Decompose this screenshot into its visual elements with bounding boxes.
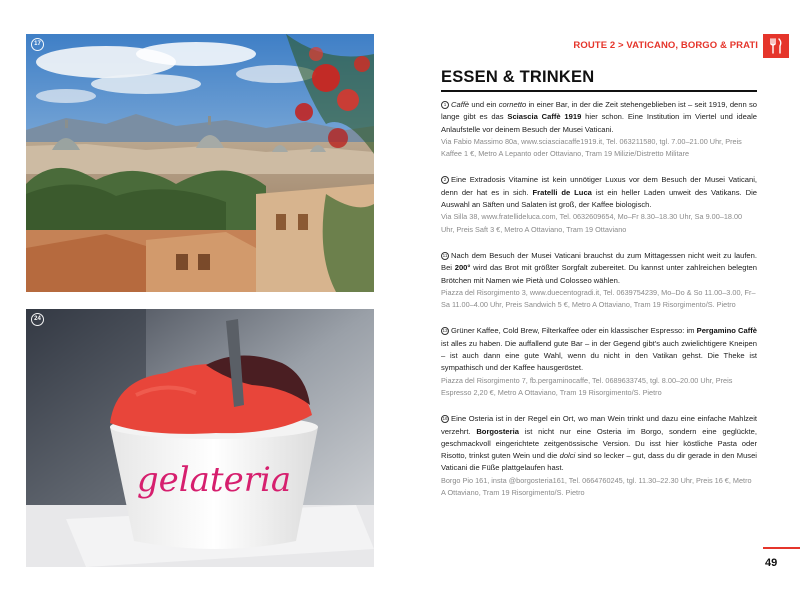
entry-200-gradi [441, 250, 757, 311]
text-run: Grüner Kaffee, Cold Brew, Filterkaffee oder ein klassischer Espresso: im [451, 326, 697, 336]
text-run: in einer Bar, in der die Zeit stehengeblieben ist – seit 1919, denn so lange gibt es das [441, 100, 758, 122]
entry-number: 13 [442, 328, 448, 334]
entry-info: Borgo Pio 161, insta @borgosteria161, Tel. 0664760245, tgl. 11.30–22.30 Uhr, Preis 16 €, Metro A Ottaviano, Tram 19 Risorgimento/S. Pietro [441, 475, 752, 498]
text-italic: dolci [559, 451, 576, 461]
venue-name: Pergamino Caffè [696, 326, 758, 336]
entries-list [441, 99, 757, 513]
entry-number: 16 [442, 416, 448, 422]
text-run: ist nicht nur eine Osteria im Borgo, sondern eine geglückte, geschmackvoll eingerichtete zeitgenössische Version. Du isst hier köstliche Pasta oder Risotto, trinkst guten Wein und die [441, 426, 757, 461]
cup-logo-text: gelateria [136, 460, 292, 500]
page-number-rule [763, 547, 800, 549]
entry-borgosteria [441, 413, 757, 499]
entry-number: 2 [441, 176, 449, 184]
entry-fratelli-de-luca [441, 174, 757, 235]
text-italic: cornetto [498, 100, 527, 109]
photo-number-badge: 17 [31, 38, 44, 51]
text-italic: Caffè [451, 100, 470, 109]
entry-text [441, 99, 757, 136]
rome-rooftops-image [26, 34, 374, 292]
entry-pergamino [441, 325, 757, 399]
text-run: ist ein heller Laden unweit des Vatikans. Die Auswahl an Säften und Salaten ist groß, der Kaffee biologisch. [441, 187, 757, 210]
entry-info: Via Fabio Massimo 80a, www.sciasciacaffe1919.it, Tel. 063211580, tgl. 7.00–21.00 Uhr, Preis Kaffee 1 €, Metro A Lepanto oder Ottaviano, Tram 19 Milizie/Distretto Militare [441, 136, 742, 159]
venue-name: Sciascia Caffè 1919 [507, 112, 582, 122]
text-run: Nach dem Besuch der Musei Vaticani brauchst du zum Mittagessen nicht weit zu laufen. Bei [441, 250, 757, 273]
entry-text [441, 413, 757, 474]
page-number: 49 [765, 557, 778, 569]
text-run: hier schon. Eine Institution im Viertel und ideale Anlaufstelle vor deinem Besuch der Musei Vaticani. [441, 112, 757, 134]
entry-number: 11 [442, 252, 448, 258]
fork-knife-icon [763, 34, 789, 58]
title-underline [441, 90, 757, 92]
text-run: ist alles zu haben. Die auffallend gute Bar – in der Gegend gibt's auch zwielichtigere Kneipen – ist auch dann eine gute Wahl, wenn du nicht in den Vatikan gehst. Die Theke ist sympathisch und der Kaffee hausgeröstet. [441, 338, 757, 373]
gelato-photo [26, 309, 374, 567]
entry-info: Piazza del Risorgimento 7, fb.pergaminocaffe, Tel. 0689633745, tgl. 8.00–20.00 Uhr, Preis Espresso 2,20 €, Metro A Ottaviano, Tram 19 Risorgimento/S. Pietro [441, 375, 733, 397]
entry-sciascia [441, 99, 757, 160]
entry-info: Piazza del Risorgimento 3, www.duecentogradi.it, Tel. 0639754239, Mo–Do & So 11.00–3.00, Fr–Sa 11.00–4.00 Uhr, Preis Sandwich 5 €, Metro A Ottaviano, Tram 19 Risorgimento/S. Pietro [441, 287, 756, 310]
photo-number-badge: 24 [31, 313, 44, 326]
entry-text [441, 325, 757, 374]
section-title: ESSEN & TRINKEN [441, 68, 595, 86]
text-run: sind so lecker – gut, dass du dir gerade in den Musei Vaticani die Füße plattgelaufen hast. [441, 451, 757, 473]
entry-info: Via Silla 38, www.fratellideluca.com, Tel. 0632609654, Mo–Fr 8.30–18.30 Uhr, Sa 9.00–18.00 Uhr, Preis Saft 3 €, Metro A Ottaviano, Tram 19 Ottaviano [441, 212, 743, 234]
entry-text [441, 250, 757, 287]
venue-name: Borgosteria [476, 426, 519, 436]
gelato-image [26, 309, 374, 567]
rome-rooftops-photo [26, 34, 374, 292]
route-label: ROUTE 2 > VATICANO, BORGO & PRATI [573, 40, 758, 51]
text-run: und ein [469, 100, 499, 109]
text-run: wird das Brot mit größter Sorgfalt zubereitet. Du kannst unter zahlreichen belegten Brötchen mit Namen wie Pietà und Colosseo wählen. [441, 263, 757, 285]
venue-name: 200° [454, 263, 471, 273]
venue-name: Fratelli de Luca [532, 187, 592, 197]
entry-number: 1 [441, 101, 449, 109]
entry-text [441, 174, 757, 211]
text-run: Eine Osteria ist in der Regel ein Ort, wo man Wein trinkt und dazu eine einfache Mahlzeit verzehrt. [441, 414, 757, 436]
text-run: Eine Extradosis Vitamine ist kein unnötiger Luxus vor dem Besuch der Musei Vaticani, denn der hat es in sich. [441, 175, 757, 197]
